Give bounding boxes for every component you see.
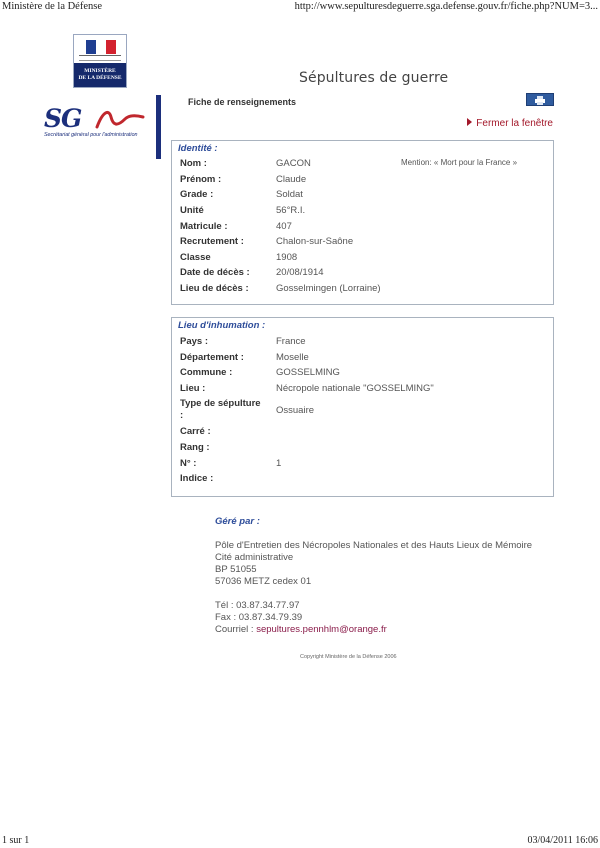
field-label: Nom : [180, 158, 207, 169]
managed-address-2: BP 51055 [215, 564, 257, 575]
field-label: Matricule : [180, 220, 228, 232]
field-value: GACON [276, 158, 311, 169]
page-count: 1 sur 1 [2, 835, 30, 846]
field-value: 1 [276, 458, 282, 469]
managed-org: Pôle d'Entretien des Nécropoles Nationales et des Hauts Lieux de Mémoire [215, 540, 533, 551]
field-value: 20/08/1914 [276, 267, 324, 278]
field-value: Soldat [276, 189, 303, 200]
print-icon[interactable] [526, 93, 554, 106]
field-label: Pays : [180, 336, 208, 347]
managed-mail-link[interactable]: sepultures.pennhlm@orange.fr [256, 624, 387, 635]
burial-heading: Lieu d'inhumation : [178, 320, 266, 331]
flag-icon [86, 40, 118, 54]
field-label: Lieu de décès : [180, 283, 249, 294]
arrow-right-icon [467, 118, 472, 126]
field-value: France [276, 336, 306, 347]
managed-tel: Tél : 03.87.34.77.97 [215, 600, 300, 611]
copyright: Copyright Ministère de la Défense 2006 [300, 654, 397, 660]
managed-mail-label: Courriel : [215, 624, 254, 635]
identity-panel [171, 140, 554, 305]
managed-mail-line [215, 624, 387, 635]
ministry-logo-line1: MINISTÈRE [84, 68, 116, 74]
ministry-logo-band [74, 63, 126, 87]
field-label: Département : [180, 351, 244, 363]
sga-logo [35, 95, 161, 159]
close-window-label: Fermer la fenêtre [476, 118, 553, 129]
field-label: Prénom : [180, 173, 222, 185]
field-value: Moselle [276, 351, 309, 363]
field-label: Grade : [180, 189, 214, 200]
field-label: Commune : [180, 367, 233, 378]
sga-logo-bar [156, 95, 161, 159]
managed-address-3: 57036 METZ cedex 01 [215, 576, 312, 587]
field-label: Date de décès : [180, 267, 250, 278]
field-label: Lieu : [180, 382, 206, 394]
field-value: 56°R.I. [276, 205, 306, 216]
burial-panel [171, 317, 554, 497]
marianne-emblem [77, 38, 123, 60]
print-header [0, 0, 600, 14]
field-value: Chalon-sur-Saône [276, 236, 354, 247]
mention-text: Mention: « Mort pour la France » [401, 158, 518, 167]
identity-heading: Identité : [178, 143, 218, 154]
field-value: Claude [276, 173, 307, 185]
managed-address-1: Cité administrative [215, 552, 294, 563]
print-footer [0, 834, 600, 848]
print-header-title: Ministère de la Défense [2, 1, 103, 12]
field-value: Gosselmingen (Lorraine) [276, 283, 381, 294]
field-label: Classe [180, 251, 211, 263]
printer-icon [534, 96, 546, 105]
field-label: Unité [180, 205, 204, 216]
field-label: Carré : [180, 426, 211, 437]
field-value: Ossuaire [276, 405, 315, 416]
field-label: N° : [180, 458, 197, 469]
ministry-logo-small-text [79, 55, 121, 61]
field-label-colon: : [180, 410, 184, 421]
field-value: 407 [276, 220, 292, 232]
field-label: Recrutement : [180, 236, 244, 247]
managed-fax: Fax : 03.87.34.79.39 [215, 612, 303, 623]
field-value: 1908 [276, 251, 298, 263]
field-label: Type de sépulture [180, 398, 261, 409]
sga-logo-word: SG [44, 104, 82, 133]
close-window-link[interactable] [467, 118, 553, 129]
field-value: GOSSELMING [276, 367, 340, 378]
field-label: Indice : [180, 473, 214, 484]
page-subtitle: Fiche de renseignements [188, 97, 297, 107]
print-header-url: http://www.sepulturesdeguerre.sga.defense.gouv.fr/fiche.php?NUM=3... [294, 1, 598, 12]
field-value: Nécropole nationale "GOSSELMING" [276, 382, 434, 394]
field-label: Rang : [180, 442, 210, 453]
print-datetime: 03/04/2011 16:06 [527, 835, 598, 846]
sga-tagline: Secrétariat général pour l'administration [44, 132, 138, 138]
ministry-logo-line2: DE LA DÉFENSE [78, 75, 122, 81]
ministry-logo [73, 34, 127, 88]
sga-swoosh-icon [95, 107, 145, 131]
managed-by-heading: Géré par : [215, 516, 260, 527]
site-title: Sépultures de guerre [299, 70, 449, 86]
